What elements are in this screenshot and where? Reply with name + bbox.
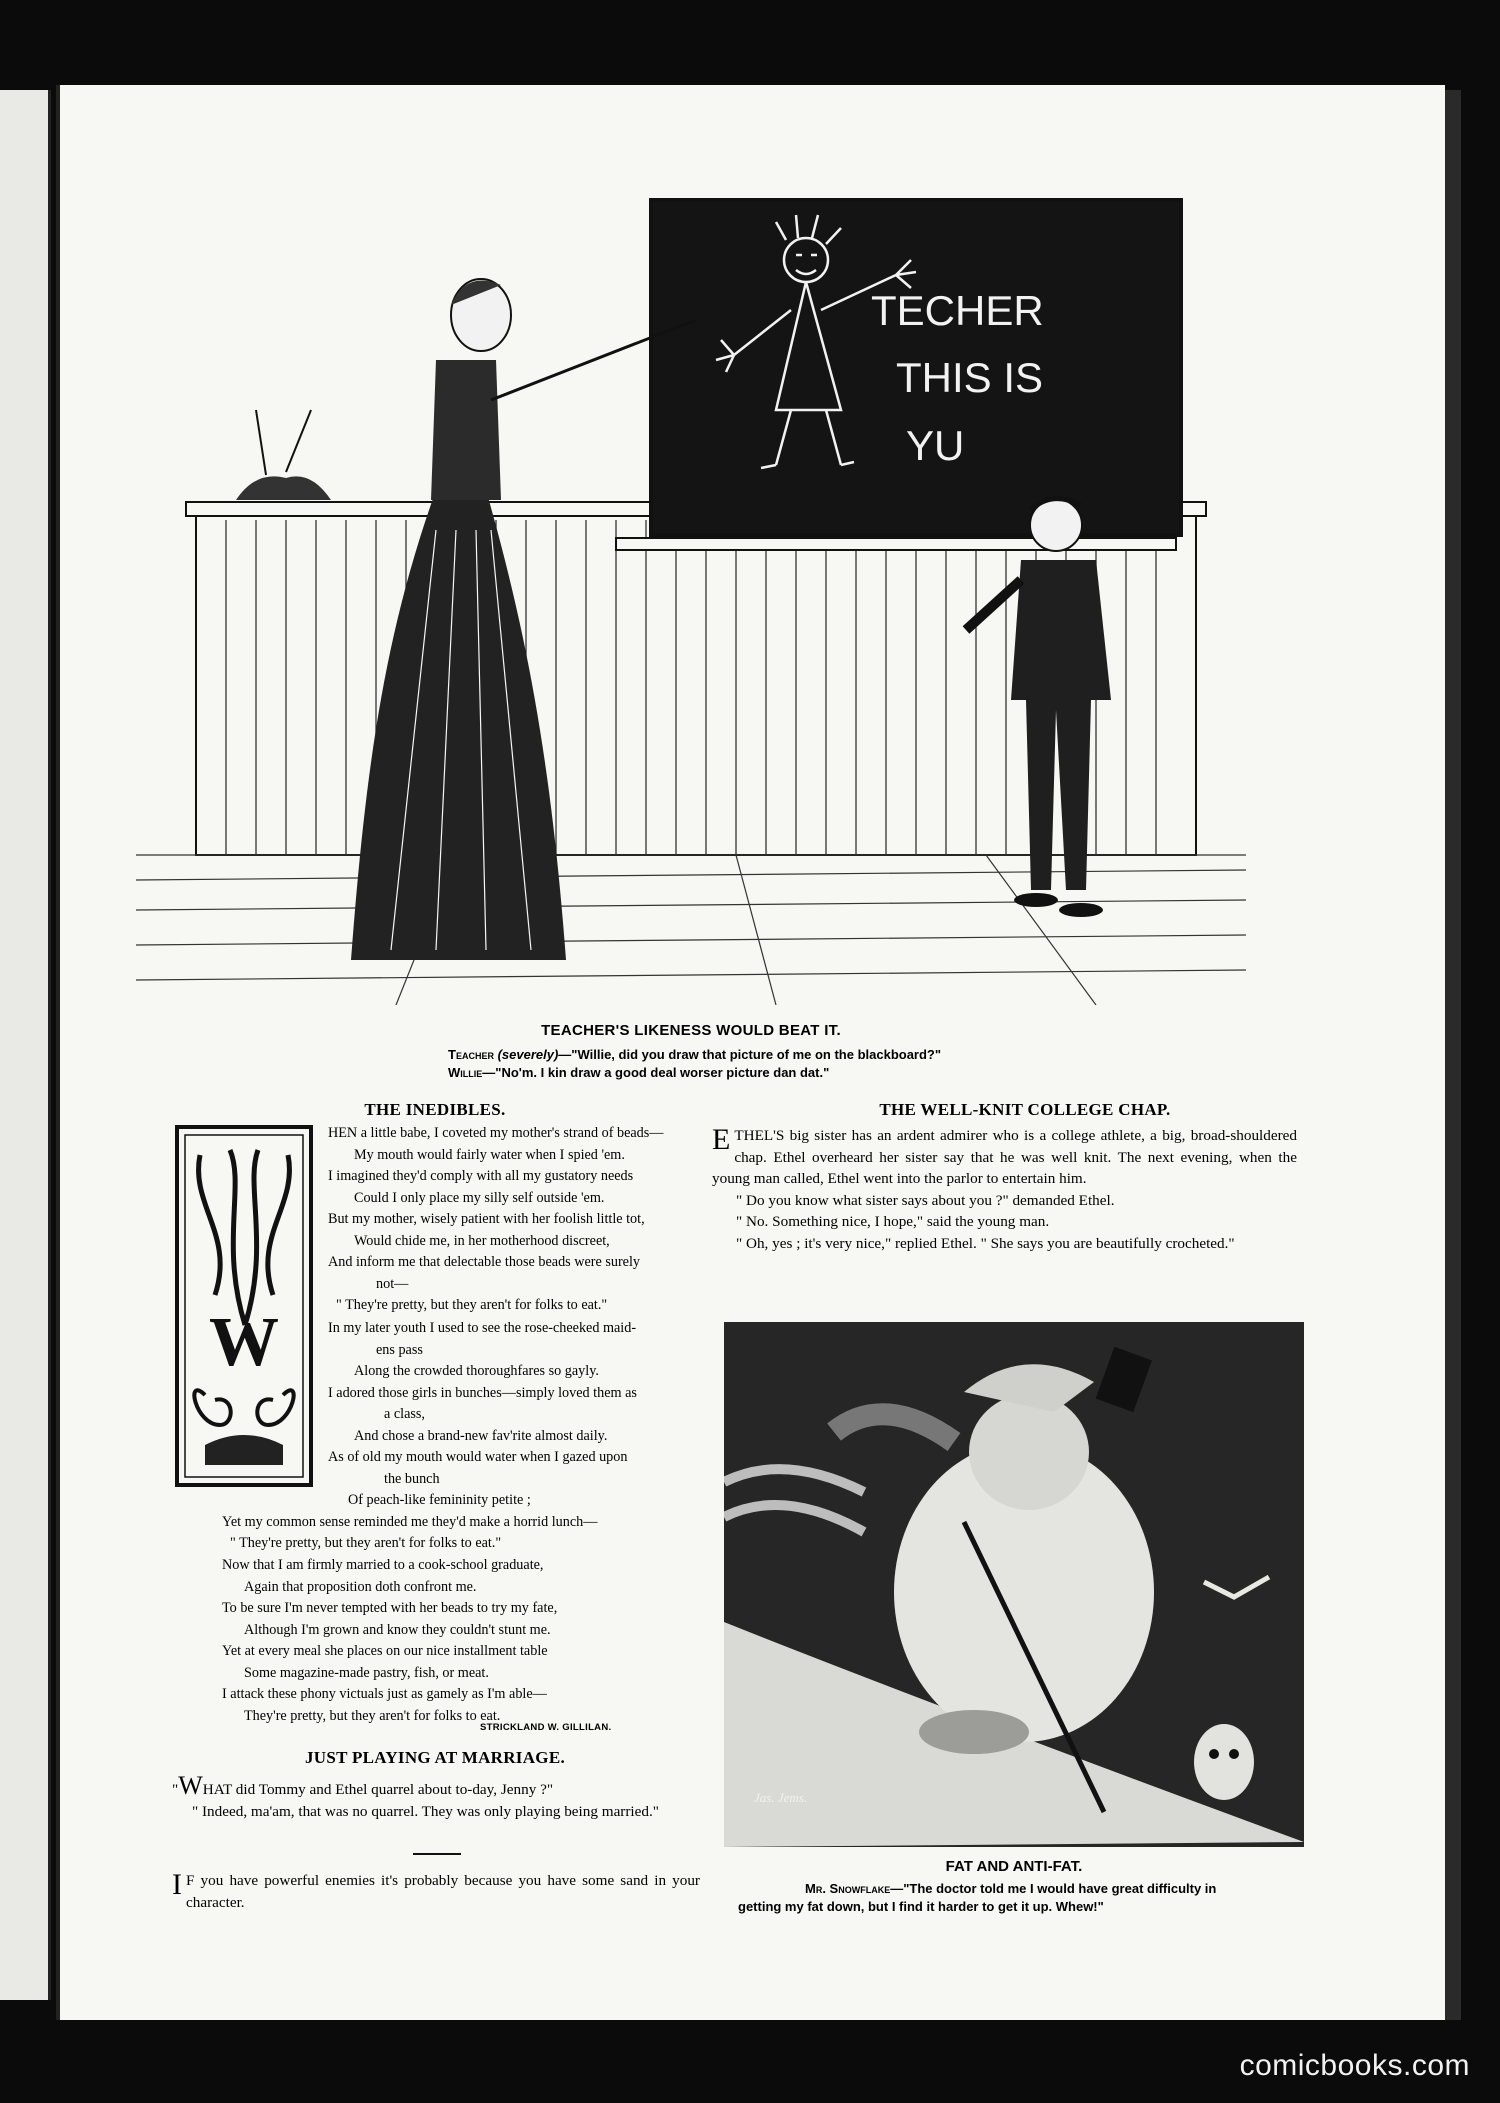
poem-line: And inform me that delectable those beads were surely	[328, 1254, 641, 1270]
poem-line: But my mother, wisely patient with her foolish little tot,	[328, 1211, 645, 1227]
college-chap-title: THE WELL-KNIT COLLEGE CHAP.	[879, 1100, 1171, 1119]
college-chap-p1: THEL'S big sister has an ardent admirer who is a college athlete, a big, broad-shouldered chap. Ethel overheard her sister say that he was well knit. The next evening, when the young man called, Ethel went into the parlor to entertain him.	[712, 1127, 1297, 1187]
poem-line: As of old my mouth would water when I gazed upon	[328, 1449, 628, 1465]
caption-title: TEACHER'S LIKENESS WOULD BEAT IT.	[541, 1022, 841, 1039]
willie-dialogue: —"No'm. I kin draw a good deal worser picture dan dat."	[482, 1065, 830, 1080]
stage-direction: (severely)	[497, 1047, 559, 1062]
college-chap-para-1	[712, 1125, 1297, 1190]
teacher-cartoon-illustration	[136, 110, 1246, 1005]
poem-line: Again that proposition doth confront me.	[244, 1578, 477, 1595]
poem-line: They're pretty, but they aren't for folks to eat.	[244, 1707, 501, 1724]
poem-line: Along the crowded thoroughfares so gayly.	[354, 1363, 599, 1379]
marriage-question: HAT did Tommy and Ethel quarrel about to-day, Jenny ?"	[202, 1781, 554, 1798]
dropcap-w-small: W	[178, 1771, 203, 1800]
chalk-line-1: TECHER	[871, 287, 1044, 334]
left-page-edge	[0, 90, 51, 2000]
poem-line: " They're pretty, but they aren't for folks to eat."	[336, 1297, 608, 1313]
poem-line: a class,	[384, 1406, 425, 1422]
chalk-line-3: YU	[906, 422, 965, 469]
poem-line: Yet at every meal she places on our nice installment table	[222, 1643, 548, 1659]
artist-signature: Jas. Jems.	[754, 1790, 808, 1805]
poem-line: Would chide me, in her motherhood discreet,	[354, 1232, 610, 1249]
teacher-dialogue: —"Willie, did you draw that picture of me on the blackboard?"	[558, 1047, 942, 1062]
snowflake-dialogue-1: —"The doctor told me I would have great difficulty in	[890, 1881, 1217, 1896]
inedibles-stanza-3	[222, 1555, 557, 1727]
inedibles-stanza-2	[222, 1318, 637, 1555]
college-chap-para-4: " Oh, yes ; it's very nice," replied Ethel. " She says you are beautifully crocheted."	[736, 1234, 1235, 1252]
inedibles-stanza-1	[328, 1123, 663, 1317]
poem-line: HEN a little babe, I coveted my mother's strand of beads—	[328, 1125, 664, 1141]
college-chap-para-3: " No. Something nice, I hope," said the young man.	[736, 1213, 1050, 1230]
poem-line: not—	[376, 1275, 409, 1292]
chalk-line-2: THIS IS	[896, 354, 1044, 401]
open-quote: "	[172, 1781, 179, 1798]
poem-line: I adored those girls in bunches—simply loved them as	[328, 1384, 637, 1401]
poem-line: I attack these phony victuals just as gamely as I'm able—	[222, 1686, 547, 1702]
snowflake-dialogue-2: getting my fat down, but I find it harder to get it up. Whew!"	[738, 1899, 1104, 1914]
ornamental-initial-w	[175, 1125, 313, 1487]
poem-line: Now that I am firmly married to a cook-school graduate,	[222, 1557, 544, 1573]
caption-teacher-line	[448, 1047, 941, 1062]
speaker-willie: Willie	[448, 1065, 483, 1080]
fat-caption-line-2	[738, 1899, 1104, 1914]
poem-line: I imagined they'd comply with all my gustatory needs	[328, 1168, 634, 1184]
marriage-title: JUST PLAYING AT MARRIAGE.	[304, 1748, 566, 1767]
cartoon-caption	[136, 1022, 1246, 1042]
fat-title: FAT AND ANTI-FAT.	[945, 1858, 1083, 1875]
speaker-teacher: Teacher	[448, 1047, 494, 1062]
dropcap-w: W	[209, 1304, 279, 1381]
marriage-story	[172, 1771, 700, 1822]
poem-line: And chose a brand-new fav'rite almost daily.	[354, 1427, 608, 1444]
inedibles-title: THE INEDIBLES.	[364, 1100, 506, 1119]
poem-line: To be sure I'm never tempted with her beads to try my fate,	[222, 1600, 558, 1616]
enemies-text: F you have powerful enemies it's probably because you have some sand in your character.	[186, 1872, 700, 1911]
enemies-epigram	[172, 1870, 700, 1913]
poem-line: ens pass	[376, 1341, 423, 1358]
marriage-line-2: " Indeed, ma'am, that was no quarrel. They was only playing being married."	[192, 1802, 659, 1820]
poem-line: the bunch	[384, 1470, 440, 1487]
dropcap-e: E	[712, 1123, 731, 1156]
poem-author: STRICKLAND W. GILLILAN.	[480, 1722, 612, 1733]
poem-line: Could I only place my silly self outside 'em.	[354, 1189, 605, 1206]
college-chap-para-2: " Do you know what sister says about you ?" demanded Ethel.	[736, 1191, 1115, 1209]
college-chap-story	[712, 1125, 1297, 1254]
caption-willie-line	[448, 1065, 829, 1080]
poem-line: Yet my common sense reminded me they'd make a horrid lunch—	[222, 1513, 598, 1530]
poem-line: Of peach-like femininity petite ;	[348, 1492, 531, 1508]
snowman-illustration	[724, 1322, 1304, 1847]
poem-line: In my later youth I used to see the rose-cheeked maid-	[328, 1320, 637, 1336]
poem-line: My mouth would fairly water when I spied 'em.	[354, 1146, 625, 1163]
site-watermark: comicbooks.com	[1239, 2049, 1470, 2082]
marriage-line-1	[172, 1771, 700, 1801]
poem-line: Some magazine-made pastry, fish, or meat.	[244, 1664, 489, 1681]
section-divider	[413, 1853, 461, 1855]
speaker-snowflake: Mr. Snowflake	[805, 1881, 891, 1896]
fat-caption-line-1	[805, 1881, 1216, 1896]
poem-line: Although I'm grown and know they couldn't stunt me.	[244, 1621, 551, 1638]
poem-line: " They're pretty, but they aren't for folks to eat."	[230, 1535, 502, 1551]
dropcap-i: I	[172, 1868, 182, 1901]
